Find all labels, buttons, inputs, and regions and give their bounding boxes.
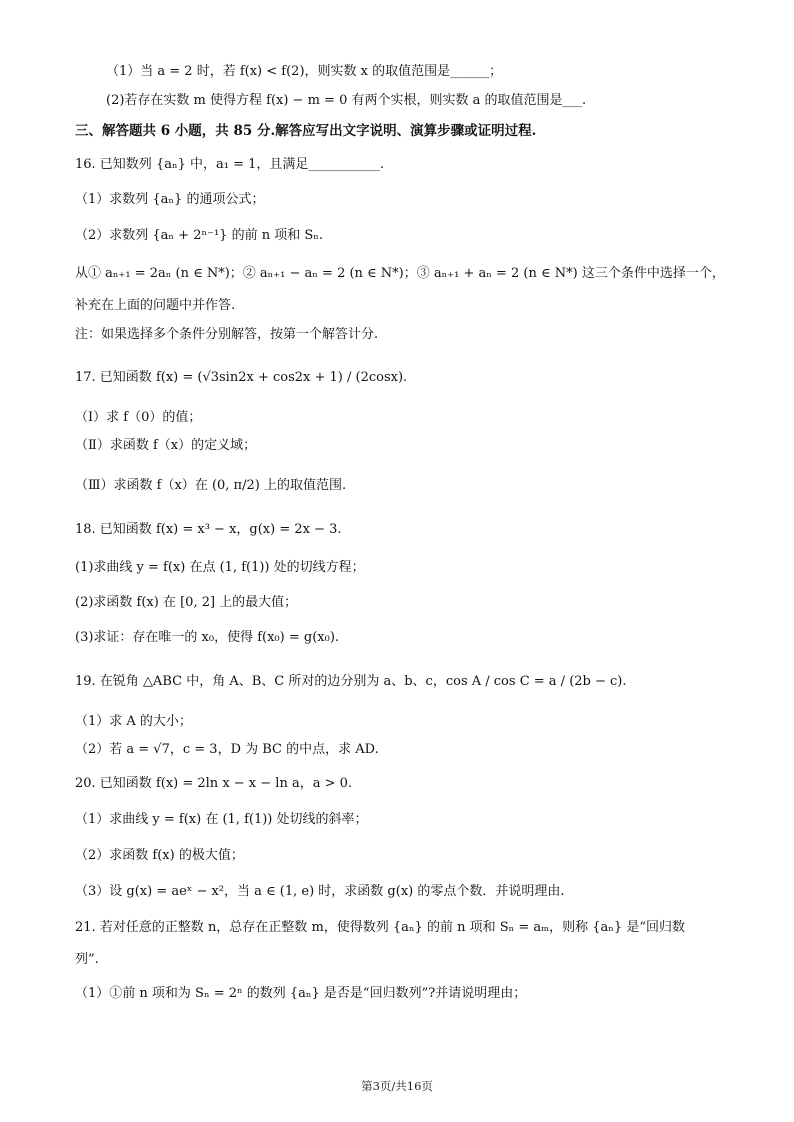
- text-line-l25: 21. 若对任意的正整数 n，总存在正整数 m，使得数列 {aₙ} 的前 n 项和 Sₙ = aₘ，则称 {aₙ} 是“回归数: [75, 920, 685, 935]
- text-line-l1: （1）当 a = 2 时，若 f(x) < f(2)，则实数 x 的取值范围是______；: [106, 64, 503, 79]
- text-line-l18: 19. 在锐角 △ABC 中，角 A、B、C 所对的边分别为 a、b、c，cos A / cos C = a / (2b − c).: [75, 674, 627, 689]
- text-line-l2: (2)若存在实数 m 使得方程 f(x) − m = 0 有两个实根，则实数 a 的取值范围是___.: [106, 93, 587, 108]
- text-line-l26: 列”.: [75, 952, 99, 967]
- text-line-l24: （3）设 g(x) = aeˣ − x²，当 a ∈ (1, e) 时，求函数 g(x) 的零点个数．并说明理由.: [75, 884, 565, 899]
- text-line-l27: （1）①前 n 项和为 Sₙ = 2ⁿ 的数列 {aₙ} 是否是“回归数列”?并请说明理由；: [75, 986, 527, 1001]
- text-line-l5: （1）求数列 {aₙ} 的通项公式；: [75, 192, 265, 207]
- text-line-l20: （2）若 a = √7，c = 3，D 为 BC 的中点，求 AD.: [75, 742, 379, 757]
- text-line-l12: （Ⅱ）求函数 f（x）的定义域；: [75, 438, 257, 453]
- text-line-l14: 18. 已知函数 f(x) = x³ − x，g(x) = 2x − 3.: [75, 522, 342, 537]
- text-line-l21: 20. 已知函数 f(x) = 2ln x − x − ln a，a > 0.: [75, 776, 353, 791]
- text-line-l16: (2)求函数 f(x) 在 [0, 2] 上的最大值；: [75, 595, 298, 610]
- text-line-l13: （Ⅲ）求函数 f（x）在 (0, π/2) 上的取值范围.: [75, 478, 347, 493]
- text-line-l9: 注：如果选择多个条件分别解答，按第一个解答计分.: [75, 327, 379, 342]
- text-line-l19: （1）求 A 的大小；: [75, 714, 192, 729]
- text-line-l10: 17. 已知函数 f(x) = (√3sin2x + cos2x + 1) / (2cosx).: [75, 370, 408, 385]
- text-line-l3: 三、解答题共 6 小题，共 85 分.解答应写出文字说明、演算步骤或证明过程.: [75, 123, 537, 139]
- text-line-l6: （2）求数列 {aₙ + 2ⁿ⁻¹} 的前 n 项和 Sₙ.: [75, 228, 324, 243]
- text-line-l4: 16. 已知数列 {aₙ} 中，a₁ = 1，且满足___________.: [75, 157, 385, 172]
- text-line-l22: （1）求曲线 y = f(x) 在 (1, f(1)) 处切线的斜率；: [75, 812, 368, 827]
- page-number: 第3页/共16页: [361, 1079, 433, 1093]
- text-line-l17: (3)求证：存在唯一的 x₀，使得 f(x₀) = g(x₀).: [75, 630, 340, 645]
- text-line-l15: (1)求曲线 y = f(x) 在点 (1, f(1)) 处的切线方程；: [75, 560, 365, 575]
- text-line-l7: 从① aₙ₊₁ = 2aₙ (n ∈ N*)；② aₙ₊₁ − aₙ = 2 (n ∈ N*)；③ aₙ₊₁ + aₙ = 2 (n ∈ N*) 这三个条件中选择一个，: [75, 266, 725, 281]
- text-line-l8: 补充在上面的问题中并作答.: [75, 298, 236, 313]
- text-line-l23: （2）求函数 f(x) 的极大值；: [75, 848, 244, 863]
- text-line-l11: （Ⅰ）求 f（0）的值；: [75, 410, 202, 425]
